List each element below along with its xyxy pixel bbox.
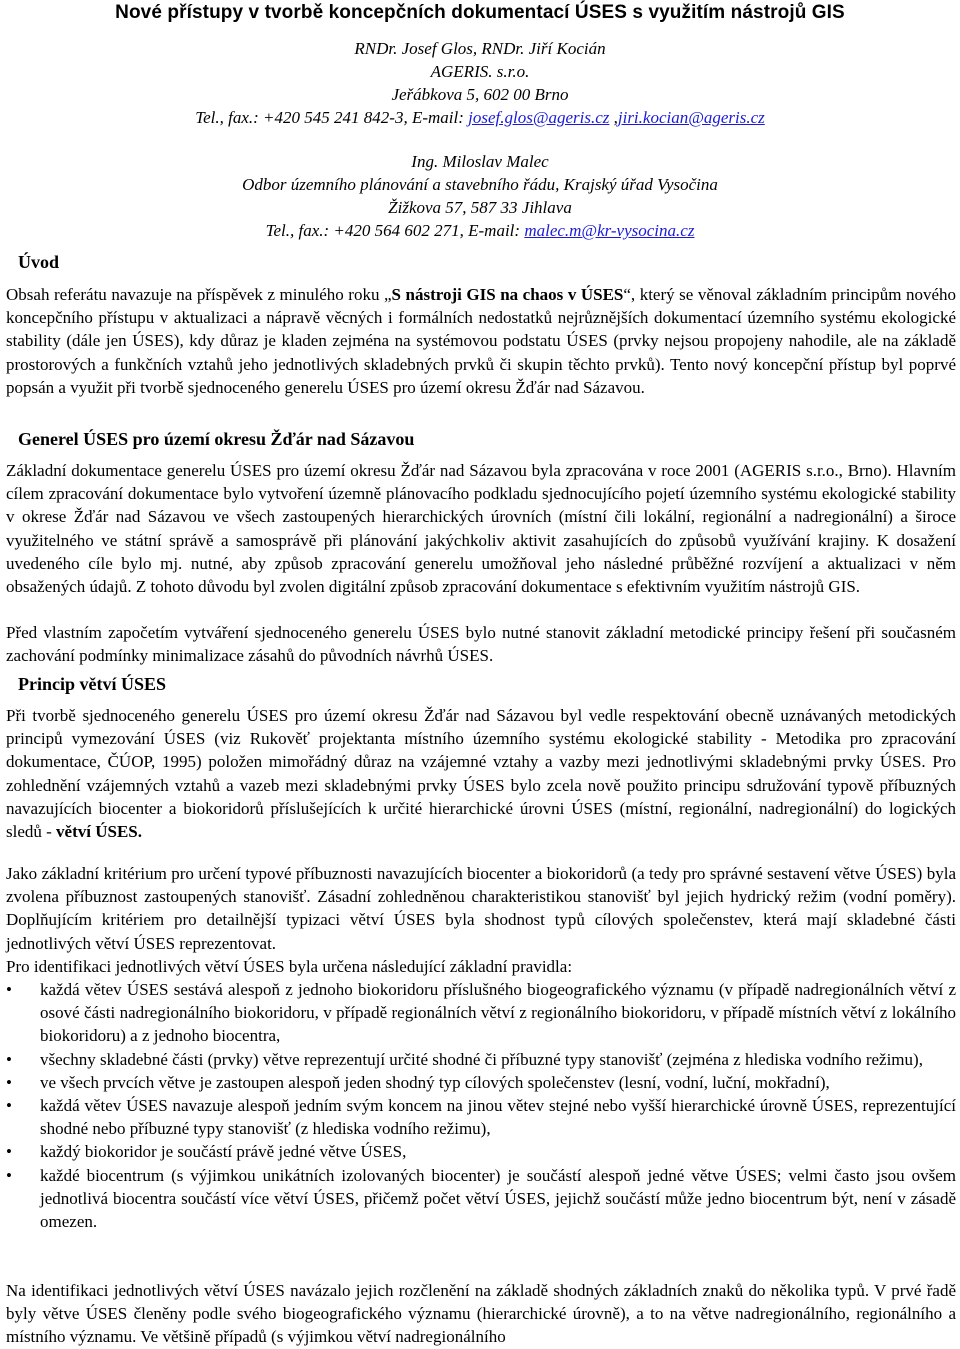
uvod-text-bold: S nástroji GIS na chaos v ÚSES: [391, 285, 624, 304]
rules-list: [6, 978, 956, 1233]
paragraph-princip-1: [6, 704, 956, 843]
list-item: • každé biocentrum (s výjimkou unikátních izolovaných biocenter) je součástí alespoň jedné větve ÚSES; velmi často jsou ovšem jednotlivá biocentra součástí více větví ÚSES, přičemž počet větví ÚSES, jejichž součástí může jedno biocentrum být, není v zásadě omezen.: [6, 1165, 956, 1232]
uvod-text-a: Obsah referátu navazuje na příspěvek z minulého roku „: [6, 285, 392, 304]
bullet-glyph: •: [6, 1049, 12, 1069]
paragraph-princip-3: Pro identifikaci jednotlivých větví ÚSES byla určena následující základní pravidla:: [6, 957, 573, 976]
paragraph-generel-1: Základní dokumentace generelu ÚSES pro území okresu Žďár nad Sázavou byla zpracována v roce 2001 (AGERIS s.r.o., Brno). Hlavním cílem zpracování dokumentace bylo vytvoření územně plánovacího podkladu sjednocujícího pojetí územního systému ekologické stability v okrese Žďár nad Sázavou ve všech zastoupených hierarchických úrovních (místní čili lokální, regionální a nadregionální) a široce využitelného ve státní správě a samosprávě při plánování jakýchkoliv aktivit zasahujících do způsobů využívání krajiny. K dosažení uvedeného cíle bylo mj. nutné, aby způsob zpracování generelu umožňoval jeho následné průběžné rozvíjení a aktualizaci v něm obsažených údajů. Z tohoto důvodu byl zvolen digitální způsob zpracování dokumentace s efektivním využitím nástrojů GIS.: [6, 461, 956, 597]
contact-prefix: Tel., fax.: +420 545 241 842-3, E-mail:: [195, 108, 469, 127]
bullet-glyph: •: [6, 1096, 12, 1116]
paragraph-princip-4: Na identifikaci jednotlivých větví ÚSES navázalo jejich rozčlenění na základě shodných základních znaků do několika typů. V prvé řadě byly větve ÚSES členěny podle svého biogeografického významu (hierarchické úrovně), a to na větve nadregionálního, regionálního a místního významu. Ve většině případů (s výjimkou větví nadregionálního: [6, 1281, 956, 1347]
email-link-glos[interactable]: josef.glos@ageris.cz: [468, 108, 610, 127]
author-block-2: [0, 150, 960, 242]
list-item: • všechny skladebné části (prvky) větve reprezentují určité shodné či příbuzné typy stanovišť (zejména z hlediska vodního režimu),: [6, 1048, 956, 1071]
email-link-malec[interactable]: malec.m@kr-vysocina.cz: [524, 221, 695, 240]
author-names: RNDr. Josef Glos, RNDr. Jiří Kocián: [354, 39, 606, 58]
author-block-1: [0, 37, 960, 129]
uvod-text-b: “, který se věnoval základním principům nového koncepčního přístupu v aktualizaci a nápravě věcných i formálních nedostatků nejrůznějších dokumentací územního systému ekologické stability (dále jen ÚSES), kdy důraz je kladen zejména na systémovou podstatu ÚSES (prvky nejsou propojeny nahodile, ale na základě prostorových a funkčních vztahů jeho jednotlivých skladebných prvků či skupin těchto prvků). Tento nový koncepční přístup byl poprvé popsán a využit při tvorbě sjednoceného generelu ÚSES pro území okresu Žďár nad Sázavou.: [6, 285, 956, 397]
contact-prefix-2: Tel., fax.: +420 564 602 271, E-mail:: [265, 221, 525, 240]
princip-text-bold: větví ÚSES.: [56, 822, 143, 842]
email-separator: ,: [609, 108, 618, 127]
email-link-kocian[interactable]: jiri.kocian@ageris.cz: [617, 108, 765, 127]
paragraph-uvod: [6, 283, 956, 399]
author-name-malec: Ing. Miloslav Malec: [411, 152, 549, 171]
princip-text-a: Při tvorbě sjednoceného generelu ÚSES pro území okresu Žďár nad Sázavou byl vedle respektování obecně uznávaných metodických principů vymezování ÚSES (viz Rukověť projektanta místního územního systému ekologické stability - Metodika pro zpracování dokumentace, ČÚOP, 1995) položen mimořádný důraz na vzájemné vztahy a vazby mezi jednotlivými skladebnými prvky ÚSES. Pro zohlednění vzájemných vztahů a vazeb mezi skladebnými prvky ÚSES bylo zcela nově použito principu sdružování typově příbuzných navazujících biocenter a biokoridorů příslušejících k určité hierarchické úrovni ÚSES (místní, regionální, nadregionální) do logických sledů -: [6, 706, 956, 842]
list-item: • ve všech prvcích větve je zastoupen alespoň jeden shodný typ cílových společenstev (lesní, vodní, luční, mokřadní),: [6, 1071, 956, 1094]
author-contact: [0, 106, 960, 129]
heading-princip: Princip větví ÚSES: [18, 674, 167, 694]
document-title: Nové přístupy v tvorbě koncepčních dokumentací ÚSES s využitím nástrojů GIS: [115, 2, 845, 23]
author-org: AGERIS. s.r.o.: [430, 62, 530, 81]
list-item: • každá větev ÚSES sestává alespoň z jednoho biokoridoru příslušného biogeografického významu (v případě nadregionálních větví z osové části nadregionálního biokoridoru, v případě regionálních větví z regionálního biokoridoru, v případě místních větví z lokálního biokoridoru) a z jednoho biocentra,: [6, 980, 956, 1046]
heading-uvod: Úvod: [18, 252, 60, 272]
bullet-glyph: •: [6, 1165, 12, 1185]
paragraph-generel-2: Před vlastním započetím vytváření sjednoceného generelu ÚSES bylo nutné stanovit základní metodické principy řešení při současném zachování podmínky minimalizace zásahů do původních návrhů ÚSES.: [6, 623, 956, 666]
bullet-glyph: •: [6, 980, 12, 999]
author-dept: Odbor územního plánování a stavebního řádu, Krajský úřad Vysočina: [242, 175, 718, 194]
bullet-glyph: •: [6, 1142, 12, 1162]
author-address: Jeřábkova 5, 602 00 Brno: [391, 85, 569, 104]
author-address-2: Žižkova 57, 587 33 Jihlava: [388, 198, 572, 217]
paragraph-princip-2: Jako základní kritérium pro určení typové příbuznosti navazujících biocenter a biokoridorů (a tedy pro správné sestavení větve ÚSES) byla zvolena příbuznost zastoupených stanovišť. Zásadní zohledněnou charakteristikou stanovišť byl jejich hydrický režim (vodní poměry). Doplňujícím kritériem pro detailnější typizaci větví ÚSES byla shodnost typů cílových společenstev, která mají skladebné části jednotlivých větví ÚSES reprezentovat.: [6, 864, 956, 953]
list-item: • každý biokoridor je součástí právě jedné větve ÚSES,: [6, 1140, 956, 1163]
list-item: • každá větev ÚSES navazuje alespoň jedním svým koncem na jinou větev stejné nebo vyšší hierarchické úrovně ÚSES, reprezentující shodné nebo příbuzné typy stanovišť (z hlediska vodního režimu),: [6, 1096, 956, 1139]
heading-generel: Generel ÚSES pro území okresu Žďár nad Sázavou: [18, 429, 415, 449]
bullet-glyph: •: [6, 1072, 12, 1092]
author-contact-2: [0, 219, 960, 242]
